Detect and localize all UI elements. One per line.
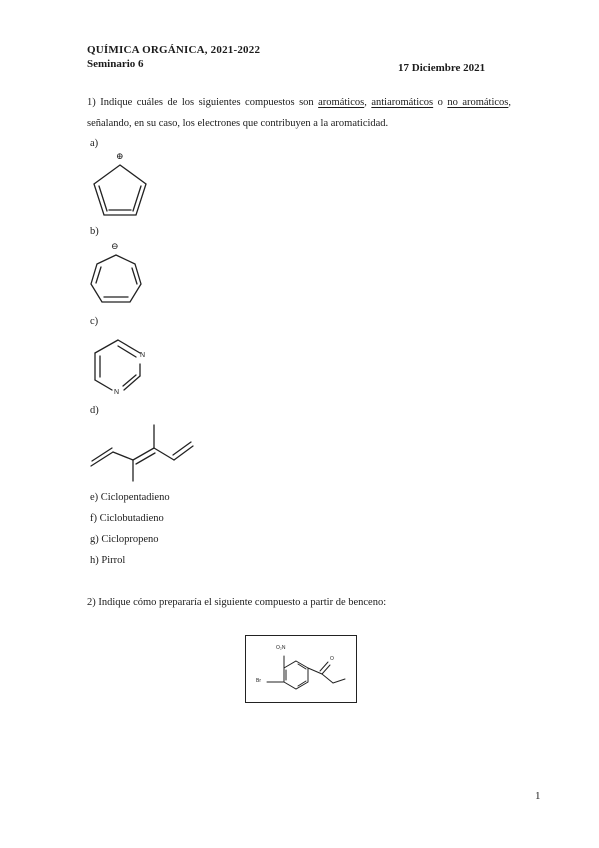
list-item-g: g) Ciclopropeno — [90, 534, 159, 545]
label-d: d) — [90, 405, 99, 416]
label-c: c) — [90, 316, 99, 327]
term-antiaromatic: antiaromáticos — [371, 97, 434, 108]
label-a: a) — [90, 138, 99, 149]
q1-sep2: o — [433, 97, 448, 108]
label-b: b) — [90, 226, 99, 237]
term-aromatic: aromáticos — [318, 97, 365, 108]
bromo-group-label: Br — [256, 678, 261, 684]
term-non-aromatic: no aromáticos — [447, 97, 509, 108]
nitrogen-atom-2: N — [114, 389, 120, 396]
list-item-h: h) Pirrol — [90, 555, 126, 566]
course-title: QUÍMICA ORGÁNICA, 2021-2022 — [87, 44, 261, 56]
q1-sep1: , — [364, 97, 372, 108]
positive-charge-icon: ⊕ — [116, 151, 124, 161]
question-2-text: 2) Indique cómo prepararía el siguiente compuesto a partir de benceno: — [87, 597, 387, 608]
nitrogen-atom-1: N — [140, 352, 146, 359]
date-label: 17 Diciembre 2021 — [398, 62, 486, 74]
list-item-f: f) Ciclobutadieno — [90, 513, 164, 524]
carbonyl-oxygen-label: O — [330, 656, 334, 662]
page-number: 1 — [535, 790, 541, 802]
q1-intro: 1) Indique cuáles de los siguientes compuestos son — [87, 97, 319, 108]
list-item-e: e) Ciclopentadieno — [90, 492, 170, 503]
seminar-label: Seminario 6 — [87, 58, 144, 70]
q1-rest: , señalando, en su caso, los electrones que contribuyen a la aromaticidad. — [87, 97, 512, 129]
nitro-group-label: O₂N — [276, 645, 286, 651]
negative-charge-icon: ⊖ — [111, 241, 119, 251]
